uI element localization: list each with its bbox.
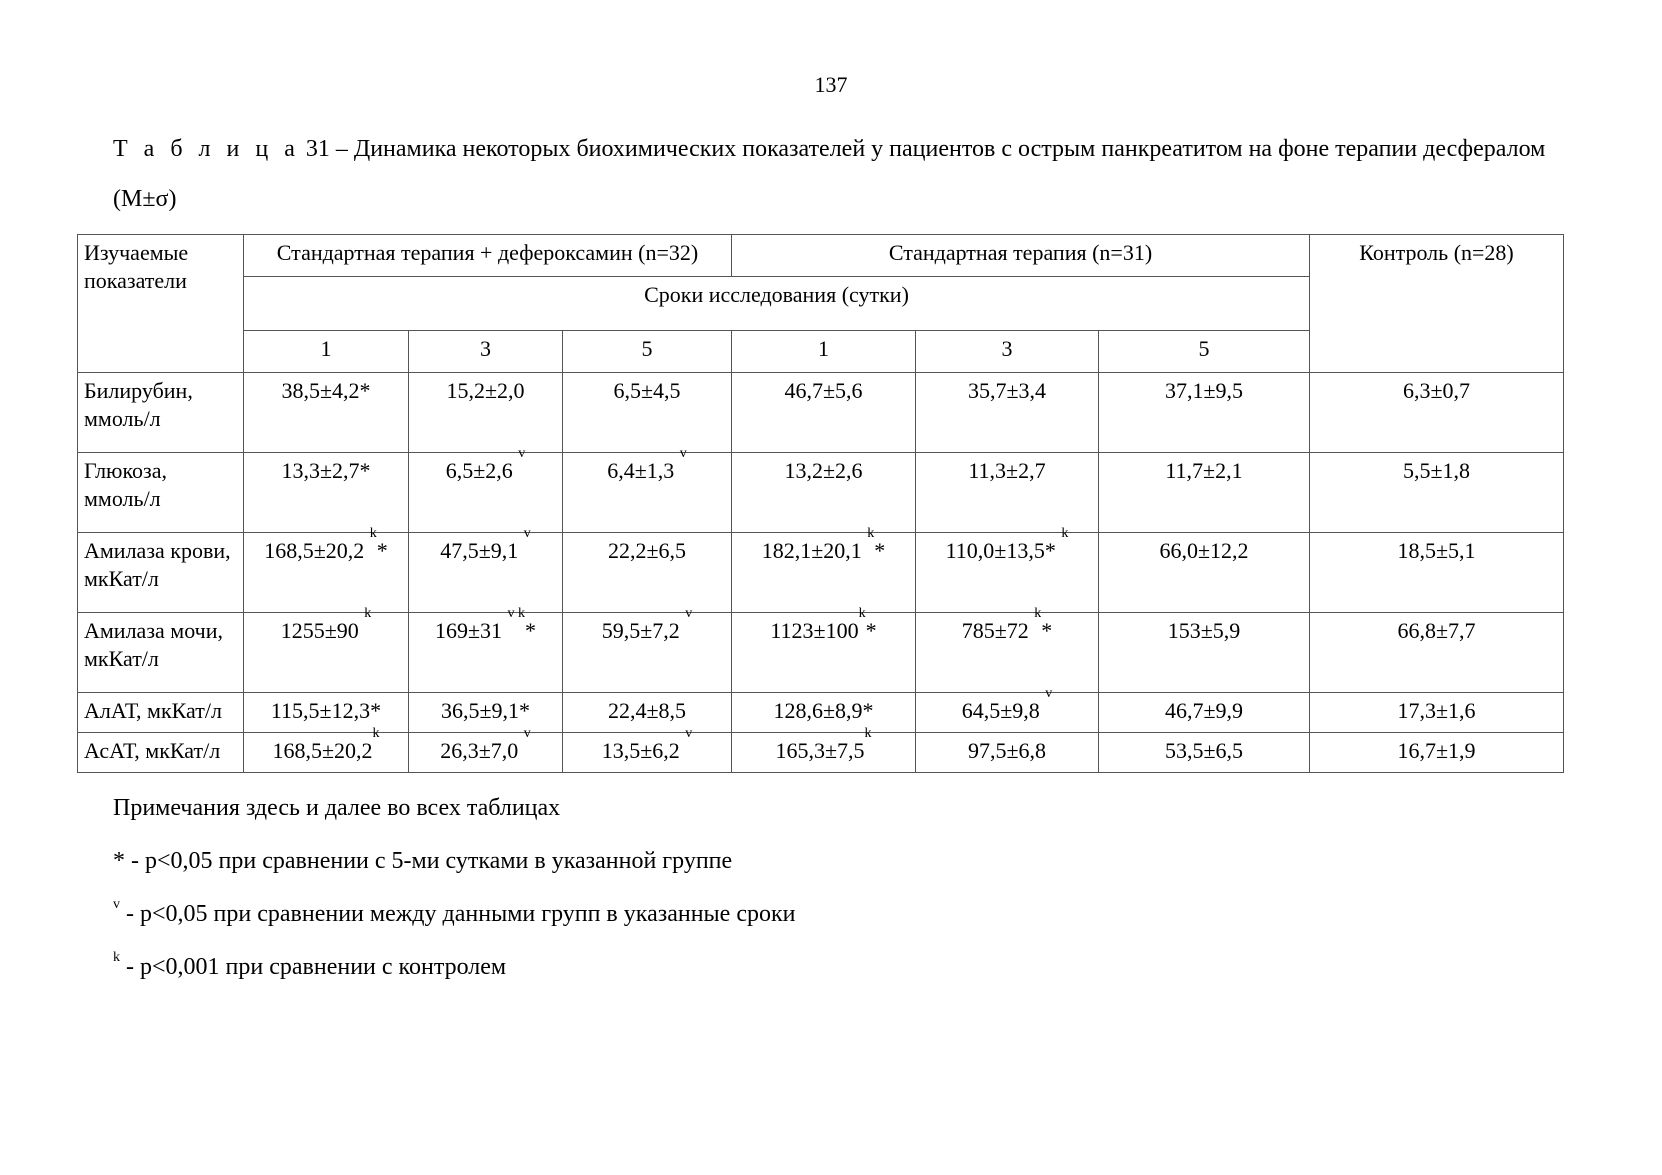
- table-cell: [244, 453, 409, 533]
- table-row: [78, 533, 1564, 613]
- cell-significance-mark: v: [523, 726, 531, 741]
- row-label: Амилаза крови, мкКат/л: [78, 533, 244, 613]
- page-number: 137: [814, 72, 848, 97]
- cell-value: 785±72: [961, 618, 1035, 643]
- table-cell: [244, 606, 409, 693]
- table-cell: [1099, 733, 1310, 773]
- table-cell: [563, 373, 732, 453]
- cell-value: 36,5±9,1*: [440, 698, 531, 723]
- header-periods: Сроки исследования (сутки): [244, 277, 1310, 331]
- cell-value: 37,1±9,5: [1164, 378, 1244, 403]
- cell-value: 6,4±1,3: [607, 458, 680, 483]
- table-row: [78, 453, 1564, 533]
- table-body: [78, 373, 1564, 773]
- cell-value: 168,5±20,2: [272, 738, 373, 763]
- cell-suffix: *: [865, 618, 877, 643]
- cell-significance-mark: v: [679, 446, 687, 461]
- notes-title: Примечания здесь и далее во всех таблицах: [113, 795, 561, 821]
- cell-value: 66,0±12,2: [1159, 538, 1249, 563]
- cell-value: 11,3±2,7: [968, 458, 1046, 483]
- header-day: 3: [409, 331, 563, 373]
- cell-value: 53,5±6,5: [1164, 738, 1244, 763]
- table-cell: [916, 526, 1099, 613]
- notes: [113, 784, 795, 991]
- cell-suffix: *: [874, 538, 886, 563]
- cell-suffix: *: [376, 538, 388, 563]
- cell-value: 66,8±7,7: [1397, 618, 1476, 643]
- cell-value: 13,5±6,2: [601, 738, 686, 763]
- header-day: 1: [244, 331, 409, 373]
- table-row: [78, 613, 1564, 693]
- cell-value: 38,5±4,2*: [281, 378, 371, 403]
- cell-value: 46,7±5,6: [784, 378, 863, 403]
- data-table: [77, 234, 1564, 773]
- note-mark: k: [113, 950, 120, 965]
- cell-significance-mark: k: [1034, 606, 1042, 621]
- table-cell: [563, 606, 732, 693]
- table-cell: [244, 526, 409, 613]
- cell-significance-mark: k: [364, 606, 372, 621]
- row-label: АлАТ, мкКат/л: [78, 693, 244, 733]
- table-cell: [732, 606, 916, 693]
- cell-value: 6,5±2,6: [445, 458, 519, 483]
- cell-value: 59,5±7,2: [601, 618, 686, 643]
- cell-significance-mark: v: [518, 446, 526, 461]
- cell-value: 16,7±1,9: [1397, 738, 1476, 763]
- cell-value: 35,7±3,4: [967, 378, 1047, 403]
- note-item: [113, 885, 795, 938]
- cell-value: 1123±100: [770, 618, 859, 643]
- header-day: 5: [563, 331, 732, 373]
- table-cell: [1099, 453, 1310, 533]
- cell-value: 22,2±6,5: [607, 538, 687, 563]
- table-cell: [563, 446, 732, 533]
- cell-significance-mark: v: [523, 526, 531, 541]
- note-text: - p<0,001 при сравнении с контролем: [120, 954, 507, 980]
- table-cell: [732, 453, 916, 533]
- row-label: Билирубин, ммоль/л: [78, 373, 244, 453]
- table-cell: [1310, 693, 1564, 733]
- header-day: 3: [916, 331, 1099, 373]
- header-control: Контроль (n=28): [1310, 235, 1564, 373]
- row-label: Амилаза мочи, мкКат/л: [78, 613, 244, 693]
- table-cell: [409, 373, 563, 453]
- table-cell: [409, 726, 563, 773]
- cell-value: 168,5±20,2: [264, 538, 370, 563]
- cell-value: 17,3±1,6: [1397, 698, 1476, 723]
- cell-value: 64,5±9,8: [961, 698, 1046, 723]
- cell-significance-mark: k: [372, 726, 380, 741]
- table-cell: [916, 373, 1099, 453]
- cell-significance-mark: k: [867, 526, 875, 541]
- cell-value: 11,7±2,1: [1165, 458, 1243, 483]
- table-cell: [244, 373, 409, 453]
- cell-significance-mark: v k: [507, 606, 526, 621]
- table-cell: [244, 726, 409, 773]
- table-cell: [409, 693, 563, 733]
- row-label: АсАТ, мкКат/л: [78, 733, 244, 773]
- caption-text: 31 – Динамика некоторых биохимических показателей у пациентов с острым панкреатитом на фоне терапии десфералом (M±σ): [113, 136, 1546, 212]
- table-cell: [244, 693, 409, 733]
- note-mark: v: [113, 897, 120, 912]
- cell-significance-mark: v: [1045, 686, 1053, 701]
- cell-significance-mark: v: [685, 606, 693, 621]
- table-cell: [732, 526, 916, 613]
- table-row: [78, 693, 1564, 733]
- cell-value: 18,5±5,1: [1397, 538, 1476, 563]
- cell-value: 153±5,9: [1167, 618, 1241, 643]
- table-cell: [1099, 373, 1310, 453]
- cell-value: 1255±90: [280, 618, 365, 643]
- cell-significance-mark: k: [864, 726, 872, 741]
- table-cell: [409, 606, 563, 693]
- row-label: Глюкоза, ммоль/л: [78, 453, 244, 533]
- table-cell: [1310, 613, 1564, 693]
- table-cell: [563, 726, 732, 773]
- table-cell: [563, 533, 732, 613]
- cell-value: 15,2±2,0: [446, 378, 525, 403]
- cell-value: 26,3±7,0: [440, 738, 524, 763]
- header-group-standard: Стандартная терапия (n=31): [732, 235, 1310, 277]
- cell-value: 46,7±9,9: [1164, 698, 1244, 723]
- table-cell: [1099, 613, 1310, 693]
- note-item: [113, 832, 795, 885]
- table-caption: [113, 124, 1563, 224]
- cell-value: 128,6±8,9*: [773, 698, 874, 723]
- table-row: [78, 373, 1564, 453]
- table-cell: [1310, 733, 1564, 773]
- table-row: [78, 733, 1564, 773]
- note-text: * - p<0,05 при сравнении с 5-ми сутками в указанной группе: [113, 848, 733, 874]
- cell-value: 6,3±0,7: [1402, 378, 1471, 403]
- cell-value: 110,0±13,5*: [945, 538, 1062, 563]
- table-cell: [409, 446, 563, 533]
- cell-value: 97,5±6,8: [967, 738, 1047, 763]
- table-cell: [916, 606, 1099, 693]
- cell-value: 165,3±7,5: [775, 738, 865, 763]
- cell-suffix: *: [525, 618, 537, 643]
- table-cell: [916, 686, 1099, 733]
- header-indicator: Изучаемые показатели: [78, 235, 244, 373]
- table-cell: [1099, 693, 1310, 733]
- header-group-deferoxamine: Стандартная терапия + дефероксамин (n=32): [244, 235, 732, 277]
- cell-value: 47,5±9,1: [440, 538, 524, 563]
- header-day: 5: [1099, 331, 1310, 373]
- cell-suffix: *: [1041, 618, 1053, 643]
- table-cell: [409, 526, 563, 613]
- cell-value: 169±31: [434, 618, 508, 643]
- table-cell: [916, 453, 1099, 533]
- table-cell: [1310, 453, 1564, 533]
- cell-value: 115,5±12,3*: [270, 698, 382, 723]
- cell-value: 182,1±20,1: [761, 538, 868, 563]
- cell-value: 22,4±8,5: [607, 698, 687, 723]
- table-cell: [563, 693, 732, 733]
- cell-value: 13,3±2,7*: [281, 458, 371, 483]
- cell-value: 6,5±4,5: [613, 378, 681, 403]
- table-cell: [916, 733, 1099, 773]
- table-cell: [732, 726, 916, 773]
- header-day: 1: [732, 331, 916, 373]
- cell-value: 5,5±1,8: [1402, 458, 1471, 483]
- cell-value: 13,2±2,6: [784, 458, 863, 483]
- caption-label: Т а б л и ц а: [113, 136, 300, 162]
- table-cell: [732, 373, 916, 453]
- cell-significance-mark: k: [858, 606, 866, 621]
- note-item: [113, 938, 795, 991]
- table-cell: [1310, 373, 1564, 453]
- table-cell: [1099, 533, 1310, 613]
- cell-significance-mark: k: [369, 526, 377, 541]
- cell-significance-mark: v: [685, 726, 693, 741]
- note-text: - p<0,05 при сравнении между данными групп в указанные сроки: [120, 901, 796, 927]
- cell-significance-mark: k: [1061, 526, 1069, 541]
- table-cell: [1310, 533, 1564, 613]
- table-cell: [732, 693, 916, 733]
